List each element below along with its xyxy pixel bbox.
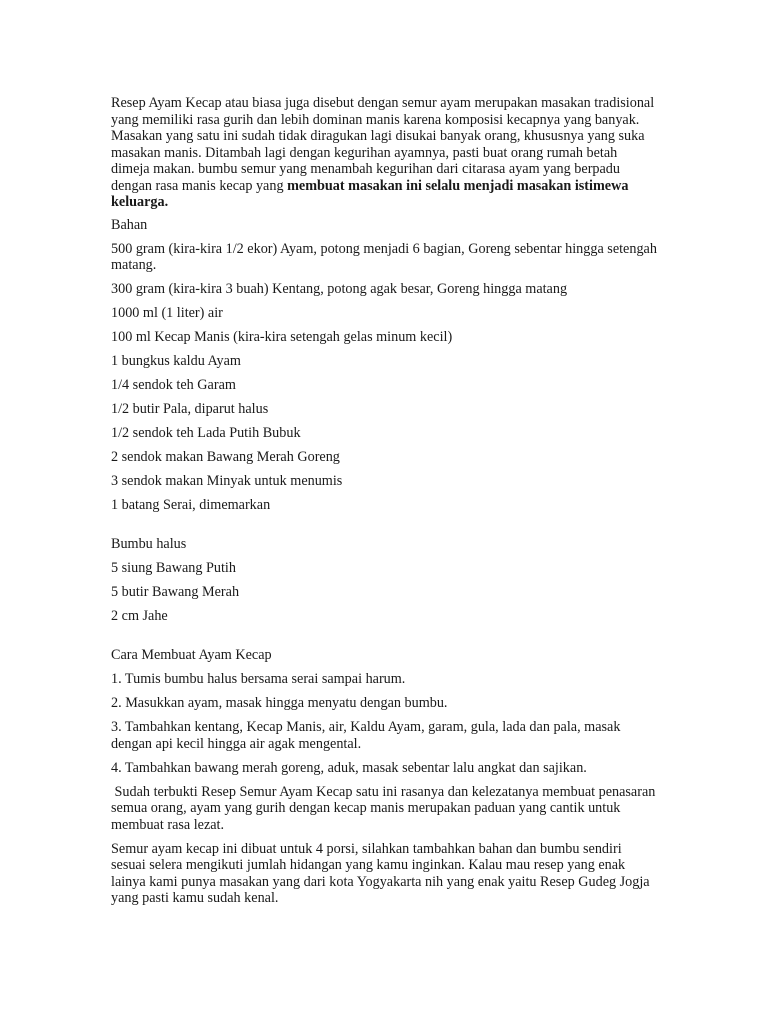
bahan-item: 1 batang Serai, dimemarkan <box>111 497 271 513</box>
bahan-item: 2 sendok makan Bawang Merah Goreng <box>111 449 340 465</box>
bahan-item: 1/4 sendok teh Garam <box>111 377 236 393</box>
cara-step: 3. Tambahkan kentang, Kecap Manis, air, Kaldu Ayam, garam, gula, lada dan pala, masak dengan api kecil hingga air agak mengental. <box>111 719 621 752</box>
bumbu-item: 5 siung Bawang Putih <box>111 560 236 576</box>
bumbu-item: 2 cm Jahe <box>111 608 168 624</box>
bumbu-item: 5 butir Bawang Merah <box>111 584 240 600</box>
cara-heading: Cara Membuat Ayam Kecap <box>111 647 272 663</box>
bahan-item: 300 gram (kira-kira 3 buah) Kentang, potong agak besar, Goreng hingga matang <box>111 281 568 297</box>
bahan-item: 1000 ml (1 liter) air <box>111 305 223 321</box>
bahan-item: 3 sendok makan Minyak untuk menumis <box>111 473 343 489</box>
document-body <box>111 95 659 914</box>
section-spacer <box>111 632 659 647</box>
bahan-item: 1/2 butir Pala, diparut halus <box>111 401 269 417</box>
intro-text: Resep Ayam Kecap atau biasa juga disebut dengan semur ayam merupakan masakan tradisional yang memiliki rasa gurih dan lebih dominan manis karena komposisi kecapnya yang banyak. Masakan yang satu ini sudah tidak diragukan lagi disukai banyak orang, khususnya yang suka masakan manis. Ditambah lagi dengan kegurihan ayamnya, pasti buat orang rumah betah dimeja makan. bumbu semur yang menambah kegurihan dari citarasa ayam yang berpadu dengan rasa manis kecap yang <box>111 95 655 194</box>
bahan-item: 1 bungkus kaldu Ayam <box>111 353 241 369</box>
cara-step: 4. Tambahkan bawang merah goreng, aduk, masak sebentar lalu angkat dan sajikan. <box>111 759 587 776</box>
cara-step: 2. Masukkan ayam, masak hingga menyatu dengan bumbu. <box>111 695 448 711</box>
closing-paragraph: Semur ayam kecap ini dibuat untuk 4 porsi, silahkan tambahkan bahan dan bumbu sendiri sesuai selera mengikuti jumlah hidangan yang kamu inginkan. Kalau mau resep yang enak lainya kami punya masakan yang dari kota Yogyakarta nih yang enak yaitu Resep Gudeg Jogja yang pasti kamu sudah kenal. <box>111 840 650 906</box>
bahan-item: 500 gram (kira-kira 1/2 ekor) Ayam, potong menjadi 6 bagian, Goreng sebentar hingga setengah matang. <box>111 240 657 273</box>
section-spacer <box>111 521 659 536</box>
intro-bold-text: membuat masakan ini selalu menjadi masakan istimewa keluarga. <box>111 177 629 210</box>
closing-paragraph: Sudah terbukti Resep Semur Ayam Kecap satu ini rasanya dan kelezatanya membuat penasaran semua orang, ayam yang gurih dengan kecap manis merupakan paduan yang cantik untuk membuat rasa lezat. <box>111 783 659 833</box>
cara-step: 1. Tumis bumbu halus bersama serai sampai harum. <box>111 671 406 687</box>
intro-paragraph <box>111 95 659 211</box>
bahan-item: 1/2 sendok teh Lada Putih Bubuk <box>111 425 301 441</box>
bumbu-heading: Bumbu halus <box>111 536 187 552</box>
bahan-heading: Bahan <box>111 216 148 233</box>
bahan-item: 100 ml Kecap Manis (kira-kira setengah gelas minum kecil) <box>111 329 453 345</box>
